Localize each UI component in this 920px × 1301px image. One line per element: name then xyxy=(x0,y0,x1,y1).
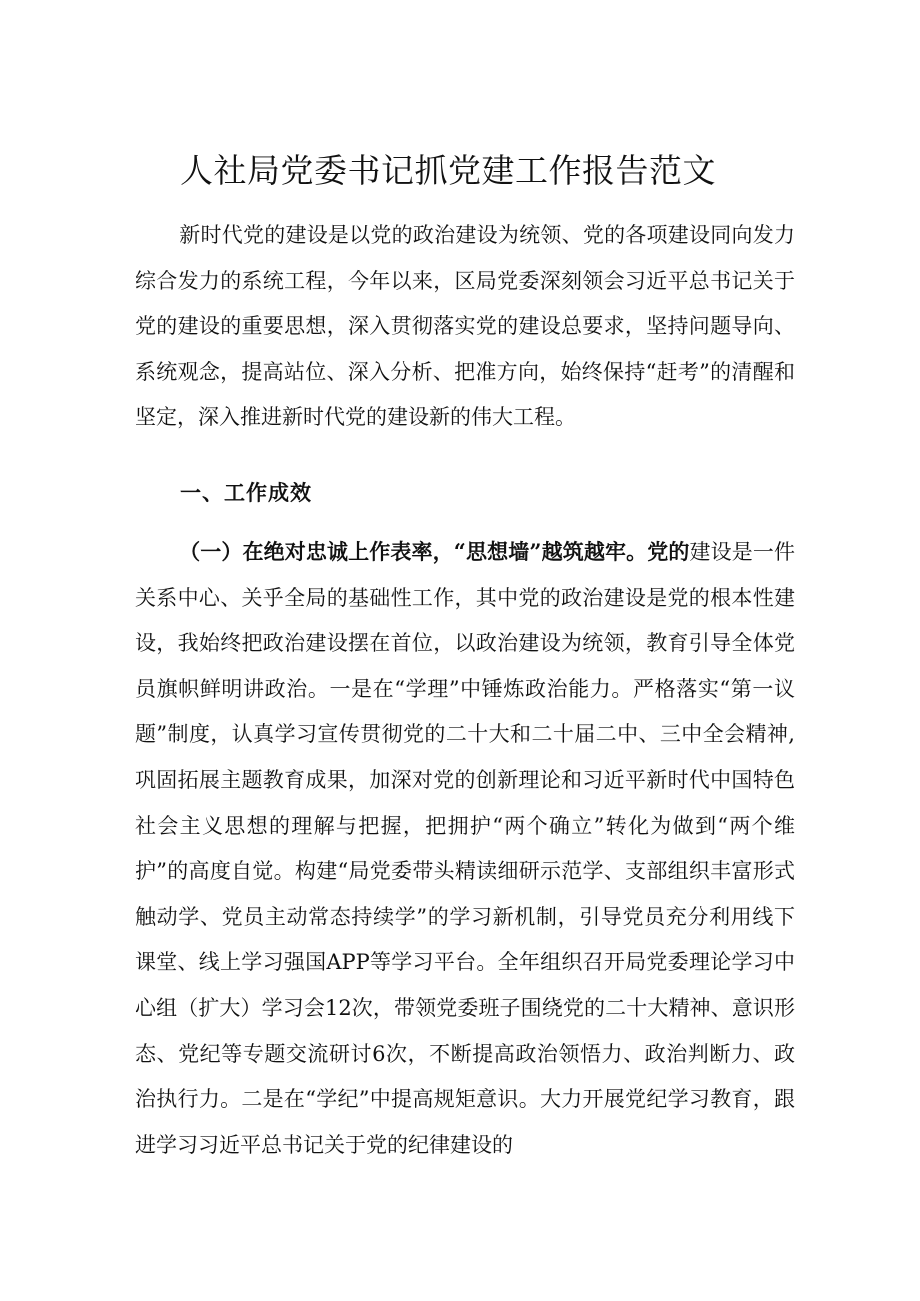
subsection-body-text: 建设是一件关系中心、关乎全局的基础性工作，其中党的政治建设是党的根本性建设，我始终把政治建设摆在首位，以政治建设为统领，教育引导全体党员旗帜鲜明讲政治。一是在“学理”中锤炼政治能力。严格落实“第一议题”制度，认真学习宣传贯彻党的二十大和二十届二中、三中全会精神,巩固拓展主题教育成果，加深对党的创新理论和习近平新时代中国特色社会主义思想的理解与把握，把拥护“两个确立”转化为做到“两个维护”的高度自觉。构建“局党委带头精读细研示范学、支部组织丰富形式触动学、党员主动常态持续学”的学习新机制，引导党员充分利用线下课堂、线上学习强国APP等学习平台。全年组织召开局党委理论学习中心组（扩大）学习会12次，带领党委班子围绕党的二十大精神、意识形态、党纪等专题交流研讨6次，不断提高政治领悟力、政治判断力、政治执行力。二是在“学纪”中提高规矩意识。大力开展党纪学习教育，跟进学习习近平总书记关于党的纪律建设的 xyxy=(135,540,796,1157)
intro-paragraph xyxy=(135,213,795,441)
subsection-paragraph xyxy=(135,529,795,1168)
subsection-lead: （一）在绝对忠诚上作表率，“思想墙”越筑越牢。党的 xyxy=(179,539,690,564)
section-heading: 一、工作成效 xyxy=(180,480,312,505)
intro-paragraph-text: 新时代党的建设是以党的政治建设为统领、党的各项建设同向发力综合发力的系统工程，今年以来，区局党委深刻领会习近平总书记关于党的建设的重要思想，深入贯彻落实党的建设总要求，坚持问题导向、系统观念，提高站位、深入分析、把准方向，始终保持“赶考”的清醒和坚定，深入推进新时代党的建设新的伟大工程。 xyxy=(135,223,795,430)
document-title: 人社局党委书记抓党建工作报告范文 xyxy=(180,151,716,190)
